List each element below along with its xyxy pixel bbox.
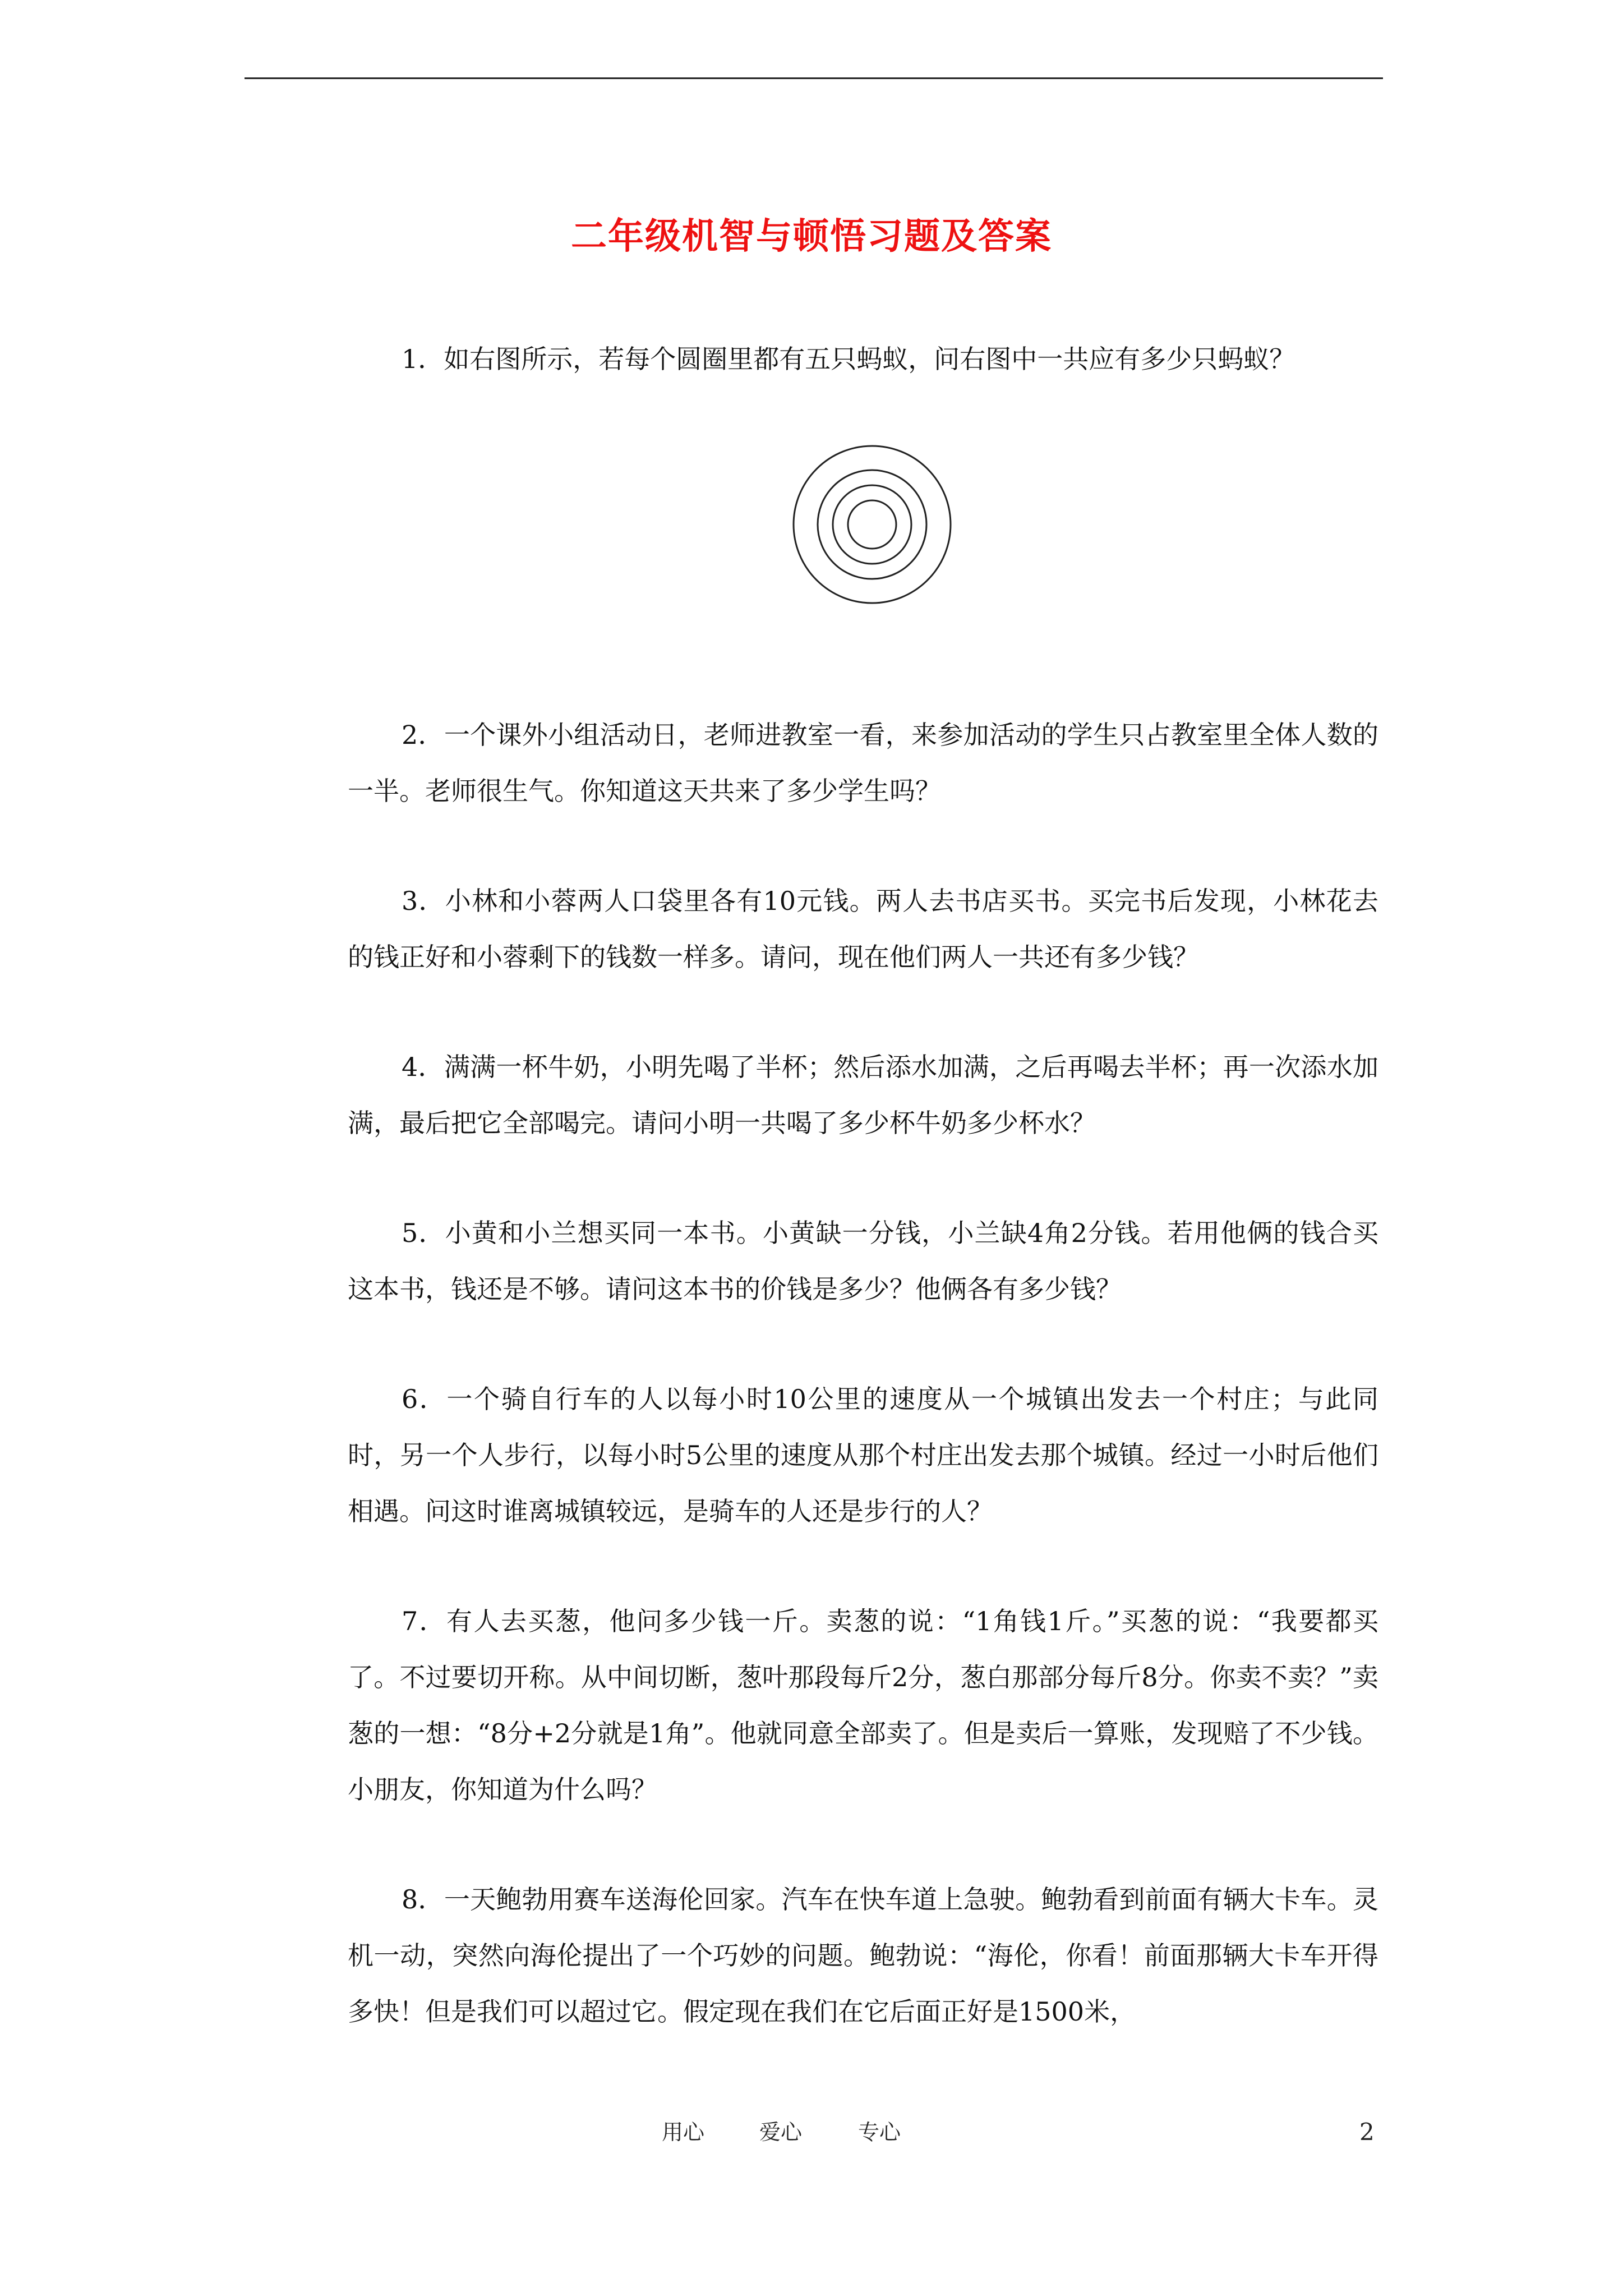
document-body (348, 331, 1378, 2040)
circle-third (833, 485, 911, 564)
footer-label-1: 用心 (662, 2120, 705, 2145)
question-4: 4．满满一杯牛奶，小明先喝了半杯；然后添水加满，之后再喝去半杯；再一次添水加满，最后把它全部喝完。请问小明一共喝了多少杯牛奶多少杯水？ (348, 1052, 1378, 1138)
question-3: 3．小林和小蓉两人口袋里各有10元钱。两人去书店买书。买完书后发现，小林花去的钱正好和小蓉剩下的钱数一样多。请问，现在他们两人一共还有多少钱？ (348, 886, 1378, 972)
page-title: 二年级机智与顿悟习题及答案 (571, 215, 1052, 257)
circle-second (818, 470, 926, 579)
footer-label-2: 爱心 (759, 2120, 803, 2145)
footer-label-3: 专心 (858, 2120, 901, 2145)
figure-block (348, 443, 1378, 707)
header-rule (245, 77, 1383, 79)
question-2: 2．一个课外小组活动日，老师进教室一看，来参加活动的学生只占教室里全体人数的一半。老师很生气。你知道这天共来了多少学生吗？ (348, 720, 1378, 806)
circle-inner (848, 500, 896, 549)
concentric-circles-figure (791, 443, 953, 606)
question-5: 5．小黄和小兰想买同一本书。小黄缺一分钱，小兰缺4角2分钱。若用他俩的钱合买这本书，钱还是不够。请问这本书的价钱是多少？他俩各有多少钱？ (348, 1218, 1378, 1304)
question-7: 7．有人去买葱，他问多少钱一斤。卖葱的说：“1角钱1斤。”买葱的说：“我要都买了。不过要切开称。从中间切断，葱叶那段每斤2分，葱白那部分每斤8分。你卖不卖？”卖葱的一想：“8分+2分就是1角”。他就同意全部卖了。但是卖后一算账，发现赔了不少钱。小朋友，你知道为什么吗？ (348, 1606, 1378, 1805)
question-8: 8．一天鲍勃用赛车送海伦回家。汽车在快车道上急驶。鲍勃看到前面有辆大卡车。灵机一动，突然向海伦提出了一个巧妙的问题。鲍勃说：“海伦，你看！前面那辆大卡车开得多快！但是我们可以超过它。假定现在我们在它后面正好是1500米， (348, 1884, 1378, 2027)
question-1: 1．如右图所示，若每个圆圈里都有五只蚂蚁，问右图中一共应有多少只蚂蚁？ (402, 344, 1295, 374)
page-number: 2 (1359, 2118, 1375, 2146)
question-6: 6．一个骑自行车的人以每小时10公里的速度从一个城镇出发去一个村庄；与此同时，另一个人步行，以每小时5公里的速度从那个村庄出发去那个城镇。经过一小时后他们相遇。问这时谁离城镇较远，是骑车的人还是步行的人？ (348, 1384, 1378, 1526)
